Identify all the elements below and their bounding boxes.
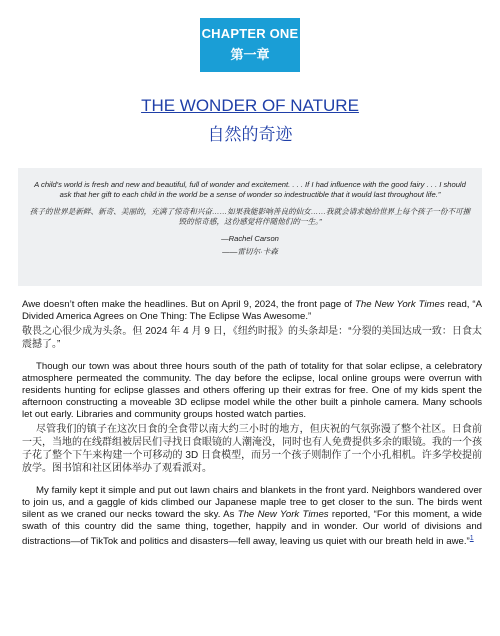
paragraph-1-zh: 敬畏之心很少成为头条。但 2024 年 4 月 9 日，《纽约时报》的头条却是：“分裂的美国达成一致：日食太震撼了。” [22,326,482,350]
paragraph-3-en-part-b: reported, “For this moment, a wide swath of this country did the same thing, together, happily and in wonder. Our world of divisions and distractions—of TikTok and politics and disasters—fell away, leaving us quiet with our breath held in awe.” [22,509,482,548]
paragraph-1-en-part-b: read, “A Divided America Agrees on One Thing: The Eclipse Was Awesome.” [22,299,482,322]
footnote-link[interactable]: 1 [469,535,474,542]
epigraph-attribution-zh: ——雷切尔·卡森 [222,247,278,256]
chapter-title-en: THE WONDER OF NATURE [141,96,359,115]
chapter-body [22,299,482,548]
paragraph-2-zh: 尽管我们的镇子在这次日食的全食带以南大约三小时的地方，但庆祝的气氛弥漫了整个社区。日食前一天，当地的在线群组被居民们寻找日食眼镜的人潮淹没，同时也有人免费提供多余的眼镜。我的一个孩子花了整个下午来构建一个可移动的 3D 日食模型，而另一个孩子则制作了一个小孔相机。许多学校提前放学。图书馆和社区团体举办了观看派对。 [22,424,482,474]
chapter-title-zh: 自然的奇迹 [207,125,293,144]
epigraph-text-zh: 孩子的世界是新鲜、新奇、美丽的，充满了惊奇和兴奋……如果我能影响善良的仙女……我就会请求她给世界上每个孩子一份不可摧毁的惊奇感，这份感觉将伴随他们的一生。” [29,207,471,226]
chapter-label-zh: 第一章 [230,47,270,62]
paragraph-3-en-part-a: My family kept it simple and put out lawn chairs and blankets in the front yard. Neighbors wandered over to join us, and a gaggle of kids climbed our Japanese maple tree to get closer to the sun. The birds went silent as we craned our necks toward the sky. As [22,485,482,520]
paragraph-3-publication-title: The New York Times [237,509,329,520]
paragraph-1-en [22,299,482,323]
paragraph-2-en: Though our town was about three hours south of the path of totality for that solar eclipse, a celebratory atmosphere permeated the community. The day before the eclipse, local online groups were overrun with residents hunting for eclipse glasses and others offering up their extras for free. One of my kids spent the afternoon constructing a moveable 3D eclipse model while the other built a pinhole camera. Many schools let out early. Libraries and community groups hosted watch parties. [22,361,482,420]
paragraph-3-en [22,485,482,548]
chapter-badge [200,18,300,72]
chapter-label-en: CHAPTER ONE [201,26,299,41]
paragraph-1-publication-title: The New York Times [355,299,445,310]
epigraph-attribution-en: —Rachel Carson [221,234,279,243]
paragraph-1-en-part-a: Awe doesn’t often make the headlines. But on April 9, 2024, the front page of [22,299,356,310]
epigraph-text-en: A child's world is fresh and new and beautiful, full of wonder and excitement. . . . If I had influence with the good fairy . . . I should ask that her gift to each child in the world be a sense of wonder so indestructible that it would last throughout life.” [34,180,466,199]
epigraph-box [18,168,482,286]
